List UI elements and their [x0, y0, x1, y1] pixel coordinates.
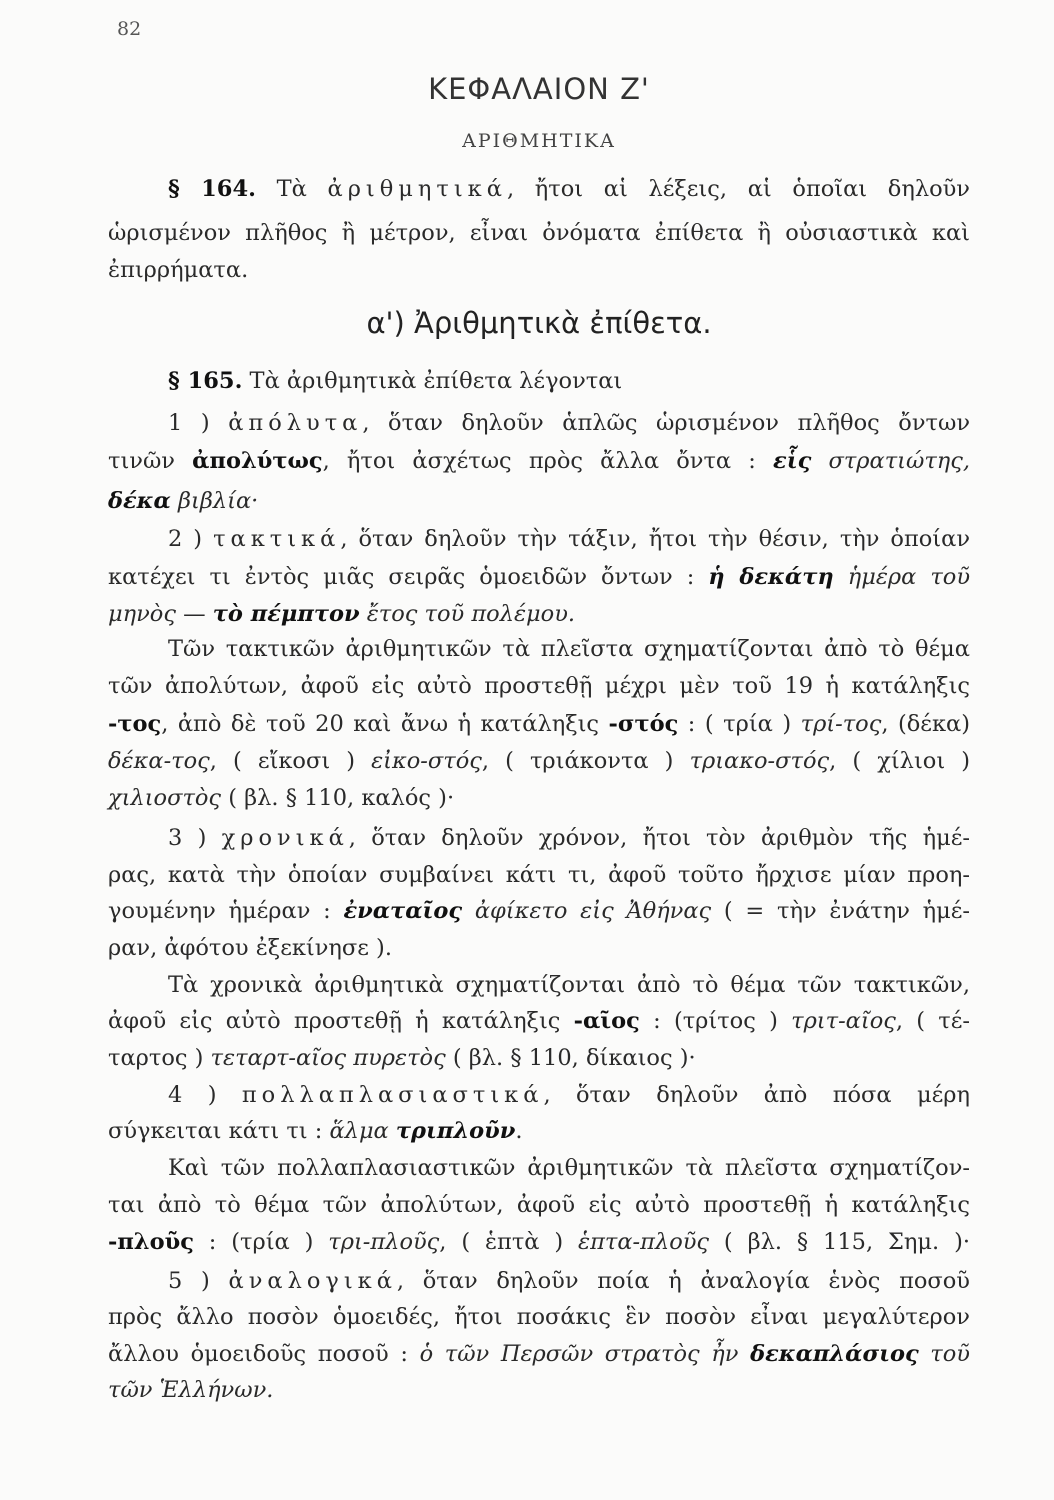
text-run: εἰκο-στός: [371, 748, 482, 774]
text-run: , ὅταν δηλοῦν ποία ἡ ἀναλογία ἑνὸς ποσοῦ: [396, 1268, 970, 1294]
taktika-line-3: [108, 713, 970, 736]
text-run: -πλοῦς: [108, 1229, 194, 1255]
text-run: 3 ): [168, 825, 222, 851]
analog-line-2: πρὸς ἄλλο ποσὸν ὁμοειδές, ἤτοι ποσάκις ἓν ποσὸν εἶναι μεγαλύτερον: [108, 1304, 970, 1330]
text-run: ἀπολύτως: [192, 448, 323, 474]
text-run: στρατιώτης,: [811, 448, 970, 474]
text-run: [738, 1341, 750, 1367]
text-run: δεκαπλάσιος: [750, 1341, 919, 1367]
p165-line-5: [108, 528, 970, 551]
text-run: τοῦ: [918, 1341, 970, 1367]
text-run: , ἤτοι αἱ λέξεις, αἱ ὁποῖαι δηλοῦν: [506, 176, 970, 202]
text-run: , ὅταν δηλοῦν χρόνον, ἤτοι τὸν ἀριθμὸν τῆς ἡμέ-: [348, 825, 970, 851]
text-run: , ἤτοι ἀσχέτως πρὸς ἄλλα ὄντα :: [322, 448, 774, 474]
pollapl-line-2: [108, 1120, 970, 1143]
text-run: δέκα-τος: [108, 748, 210, 774]
text-run: : ( τρία ): [678, 711, 801, 737]
text-run: ἑπτα-πλοῦς: [578, 1229, 710, 1255]
pollapl2-line-2: ται ἀπὸ τὸ θέμα τῶν ἀπολύτων, ἀφοῦ εἰς αὐτὸ προστεθῇ ἡ κατάληξις: [108, 1192, 970, 1218]
text-run: , ( χίλιοι ): [829, 748, 971, 774]
text-run: , ( τέ-: [895, 1008, 970, 1034]
text-run: Τὰ ἀριθμητικὰ ἐπίθετα λέγονται: [242, 368, 623, 394]
text-run: : (τρία ): [193, 1229, 329, 1255]
text-run: ( = τὴν ἐνάτην ἡμέ-: [711, 898, 971, 924]
text-run: , ( τριάκοντα ): [481, 748, 690, 774]
text-run: § 164.: [168, 176, 256, 202]
text-run: ἀναλογικά: [228, 1268, 397, 1294]
pollapl-line-1: [108, 1084, 970, 1107]
text-run: τακτικά: [213, 526, 341, 552]
page-number: 82: [117, 18, 142, 40]
text-run: ἀριθμητικά: [327, 176, 507, 202]
text-run: , ἀπὸ δὲ τοῦ 20 καὶ ἄνω ἡ κατάληξις: [161, 711, 609, 737]
text-run: τριτ-αῖος: [791, 1008, 896, 1034]
text-run: .: [515, 1118, 523, 1144]
section-heading: α') Ἀριθμητικὰ ἐπίθετα.: [366, 306, 712, 340]
chronika-line-3: [108, 900, 970, 923]
text-run: , ὅταν δηλοῦν ἀπὸ πόσα μέρη: [543, 1082, 970, 1108]
chapter-title: ΚΕΦΑΛΑΙΟΝ Ζ': [428, 72, 650, 106]
p164-line-3: ἐπιρρήματα.: [108, 257, 249, 283]
text-run: , ( ἑπτὰ ): [439, 1229, 579, 1255]
taktika-line-1: Τῶν τακτικῶν ἀριθμητικῶν τὰ πλεῖστα σχηματίζονται ἀπὸ τὸ θέμα: [168, 636, 970, 662]
text-run: τρι-πλοῦς: [328, 1229, 440, 1255]
analog-line-1: [108, 1270, 970, 1293]
text-run: τῶν Ἑλλήνων.: [108, 1377, 274, 1403]
text-run: σύγκειται κάτι τι :: [108, 1118, 330, 1144]
text-run: 1 ): [168, 410, 229, 436]
text-run: εἷς: [773, 448, 812, 474]
p164-line-2: ὡρισμένον πλῆθος ἢ μέτρον, εἶναι ὀνόματα ἐπίθετα ἢ οὐσιαστικὰ καὶ: [108, 220, 970, 246]
text-run: —: [175, 601, 213, 627]
p165-line-4: [108, 490, 970, 513]
text-run: ἔτος τοῦ πολέμου.: [359, 601, 576, 627]
text-run: τριπλοῦν: [395, 1118, 516, 1144]
chronika2-line-1: Τὰ χρονικὰ ἀριθμητικὰ σχηματίζονται ἀπὸ τὸ θέμα τῶν τακτικῶν,: [168, 972, 970, 998]
taktika-line-2: τῶν ἀπολύτων, ἀφοῦ εἰς αὐτὸ προστεθῇ μέχρι μὲν τοῦ 19 ἡ κατάληξις: [108, 673, 970, 699]
pollapl2-line-1: Καὶ τῶν πολλαπλασιαστικῶν ἀριθμητικῶν τὰ πλεῖστα σχηματίζον-: [168, 1155, 970, 1181]
chronika-line-4: ραν, ἀφότου ἐξεκίνησε ).: [108, 935, 392, 961]
text-run: Τὰ: [255, 176, 328, 202]
text-run: § 165.: [168, 368, 243, 394]
text-run: ταρτος ): [108, 1045, 211, 1071]
p165-line-6: [108, 566, 970, 589]
text-run: ( βλ. § 110, καλός )·: [221, 785, 455, 811]
p165-line-1: [108, 370, 970, 393]
text-run: τριακο-στός: [689, 748, 830, 774]
text-run: , (δέκα): [881, 711, 970, 737]
text-run: γουμένην ἡμέραν :: [108, 898, 344, 924]
text-run: μηνὸς: [108, 601, 176, 627]
text-run: 5 ): [168, 1268, 229, 1294]
text-run: , ὅταν δηλοῦν τὴν τάξιν, ἤτοι τὴν θέσιν, τὴν ὁποίαν: [340, 526, 970, 552]
text-run: , ὅταν δηλοῦν ἁπλῶς ὡρισμένον πλῆθος ὄντων: [362, 410, 970, 436]
chronika2-line-3: [108, 1047, 970, 1070]
text-run: ( βλ. § 115, Σημ. )·: [709, 1229, 970, 1255]
text-run: ἐναταῖος: [343, 898, 463, 924]
text-run: ἄλλου ὁμοειδοῦς ποσοῦ :: [108, 1341, 420, 1367]
text-run: πολλαπλασιαστικά: [241, 1082, 544, 1108]
p165-line-2: [108, 412, 970, 435]
taktika-line-5: [108, 787, 970, 810]
text-run: ἡμέρα τοῦ: [833, 564, 971, 590]
text-run: ἡ δεκάτη: [708, 564, 834, 590]
text-run: χιλιοστὸς: [108, 785, 222, 811]
chronika-line-1: [108, 827, 970, 850]
text-run: βιβλία·: [170, 488, 259, 514]
p165-line-3: [108, 450, 970, 473]
text-run: τρί-τος: [800, 711, 882, 737]
analog-line-4: [108, 1379, 970, 1402]
text-run: ἀφίκετο εἰς Ἀθήνας: [462, 898, 712, 924]
text-run: -στός: [608, 711, 679, 737]
text-run: ἅλμα: [329, 1118, 389, 1144]
text-run: τινῶν: [108, 448, 193, 474]
text-run: 4 ): [168, 1082, 242, 1108]
text-run: [389, 1118, 396, 1144]
text-run: , ( εἴκοσι ): [209, 748, 372, 774]
text-run: τεταρτ-αῖος πυρετὸς: [210, 1045, 446, 1071]
analog-line-3: [108, 1343, 970, 1366]
p165-line-7: [108, 603, 970, 626]
text-run: χρονικά: [221, 825, 349, 851]
taktika-line-4: [108, 750, 970, 773]
text-run: ( βλ. § 110, δίκαιος )·: [445, 1045, 696, 1071]
pollapl2-line-3: [108, 1231, 970, 1254]
text-run: ἀφοῦ εἰς αὐτὸ προστεθῇ ἡ κατάληξις: [108, 1008, 574, 1034]
text-run: -τος: [108, 711, 162, 737]
text-run: : (τρίτος ): [639, 1008, 792, 1034]
text-run: δέκα: [108, 488, 171, 514]
text-run: ἀπόλυτα: [228, 410, 363, 436]
text-run: -αῖος: [573, 1008, 640, 1034]
text-run: 2 ): [168, 526, 214, 552]
p164-line-1: [108, 178, 970, 201]
chronika2-line-2: [108, 1010, 970, 1033]
chronika-line-2: ρας, κατὰ τὴν ὁποίαν συμβαίνει κάτι τι, ἀφοῦ τοῦτο ἤρχισε μίαν προη-: [108, 862, 970, 888]
text-run: κατέχει τι ἐντὸς μιᾶς σειρᾶς ὁμοειδῶν ὄντων :: [108, 564, 709, 590]
text-run: τὸ πέμπτον: [212, 601, 360, 627]
chapter-subtitle: ΑΡΙΘΜΗΤΙΚΑ: [462, 130, 616, 152]
text-run: ὁ τῶν Περσῶν στρατὸς ἦν: [419, 1341, 739, 1367]
